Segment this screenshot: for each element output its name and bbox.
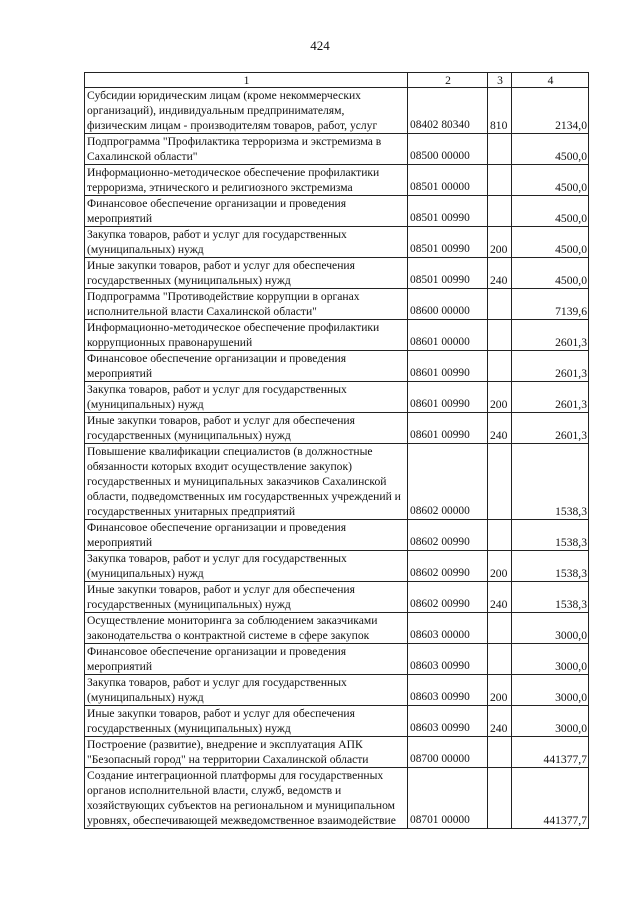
row-description: Закупка товаров, работ и услуг для государственных (муниципальных) нужд: [85, 382, 408, 413]
row-code: 08601 00990: [408, 351, 488, 382]
table-row: [85, 737, 589, 768]
row-amount: 4500,0: [512, 196, 589, 227]
row-description: Повышение квалификации специалистов (в должностные обязанности которых входит осуществление закупок) государственных и муниципальных заказчиков Сахалинской области, подведомственных им государственных учреждений и государственных унитарных предприятий: [85, 444, 408, 520]
row-description: Создание интеграционной платформы для государственных органов исполнительной власти, служб, ведомств и хозяйствующих субъектов на региональном и муниципальном уровнях, обеспечивающей межведомственное взаимодействие: [85, 768, 408, 829]
row-code: 08501 00990: [408, 227, 488, 258]
table-body: [85, 88, 589, 829]
row-amount: 441377,7: [512, 737, 589, 768]
row-expense-type: [488, 768, 512, 829]
table-row: [85, 258, 589, 289]
row-amount: 3000,0: [512, 613, 589, 644]
row-description: Осуществление мониторинга за соблюдением заказчиками законодательства о контрактной системе в сфере закупок: [85, 613, 408, 644]
table-row: [85, 768, 589, 829]
row-description: Финансовое обеспечение организации и проведения мероприятий: [85, 520, 408, 551]
row-description: Закупка товаров, работ и услуг для государственных (муниципальных) нужд: [85, 551, 408, 582]
row-code: 08601 00000: [408, 320, 488, 351]
row-expense-type: [488, 196, 512, 227]
table-row: [85, 613, 589, 644]
row-description: Иные закупки товаров, работ и услуг для обеспечения государственных (муниципальных) нужд: [85, 582, 408, 613]
row-code: 08602 00990: [408, 582, 488, 613]
row-expense-type: 810: [488, 88, 512, 134]
row-amount: 3000,0: [512, 644, 589, 675]
row-description: Финансовое обеспечение организации и проведения мероприятий: [85, 644, 408, 675]
table-row: [85, 88, 589, 134]
table-row: [85, 582, 589, 613]
row-code: 08601 00990: [408, 413, 488, 444]
row-amount: 3000,0: [512, 675, 589, 706]
row-description: Иные закупки товаров, работ и услуг для обеспечения государственных (муниципальных) нужд: [85, 413, 408, 444]
table-row: [85, 444, 589, 520]
row-amount: 1538,3: [512, 520, 589, 551]
row-amount: 2601,3: [512, 351, 589, 382]
table-row: [85, 551, 589, 582]
row-expense-type: [488, 351, 512, 382]
row-description: Информационно-методическое обеспечение профилактики терроризма, этнического и религиозного экстремизма: [85, 165, 408, 196]
row-description: Иные закупки товаров, работ и услуг для обеспечения государственных (муниципальных) нужд: [85, 258, 408, 289]
row-expense-type: 240: [488, 706, 512, 737]
row-description: Подпрограмма "Профилактика терроризма и экстремизма в Сахалинской области": [85, 134, 408, 165]
row-amount: 1538,3: [512, 551, 589, 582]
row-expense-type: 240: [488, 582, 512, 613]
row-amount: 3000,0: [512, 706, 589, 737]
row-expense-type: [488, 737, 512, 768]
row-expense-type: 200: [488, 227, 512, 258]
table-row: [85, 289, 589, 320]
row-amount: 2601,3: [512, 413, 589, 444]
row-description: Финансовое обеспечение организации и проведения мероприятий: [85, 196, 408, 227]
row-code: 08501 00990: [408, 258, 488, 289]
row-code: 08603 00000: [408, 613, 488, 644]
row-expense-type: [488, 644, 512, 675]
row-description: Финансовое обеспечение организации и проведения мероприятий: [85, 351, 408, 382]
column-header-4: 4: [512, 73, 589, 88]
row-expense-type: [488, 289, 512, 320]
column-header-2: 2: [408, 73, 488, 88]
row-code: 08700 00000: [408, 737, 488, 768]
row-expense-type: 240: [488, 413, 512, 444]
row-expense-type: [488, 165, 512, 196]
row-expense-type: [488, 613, 512, 644]
table-row: [85, 413, 589, 444]
table-row: [85, 706, 589, 737]
row-amount: 2134,0: [512, 88, 589, 134]
row-code: 08601 00990: [408, 382, 488, 413]
table-row: [85, 196, 589, 227]
row-expense-type: [488, 520, 512, 551]
table-row: [85, 382, 589, 413]
row-description: Подпрограмма "Противодействие коррупции в органах исполнительной власти Сахалинской области": [85, 289, 408, 320]
row-amount: 7139,6: [512, 289, 589, 320]
row-code: 08603 00990: [408, 644, 488, 675]
row-code: 08603 00990: [408, 675, 488, 706]
budget-table: [84, 72, 589, 829]
row-code: 08602 00990: [408, 520, 488, 551]
row-description: Закупка товаров, работ и услуг для государственных (муниципальных) нужд: [85, 227, 408, 258]
row-amount: 4500,0: [512, 134, 589, 165]
row-code: 08501 00000: [408, 165, 488, 196]
row-expense-type: 240: [488, 258, 512, 289]
row-amount: 2601,3: [512, 382, 589, 413]
row-code: 08602 00000: [408, 444, 488, 520]
row-amount: 2601,3: [512, 320, 589, 351]
table-row: [85, 675, 589, 706]
row-amount: 4500,0: [512, 258, 589, 289]
table-row: [85, 520, 589, 551]
table-row: [85, 134, 589, 165]
row-expense-type: [488, 320, 512, 351]
row-expense-type: [488, 134, 512, 165]
column-header-3: 3: [488, 73, 512, 88]
row-code: 08600 00000: [408, 289, 488, 320]
row-code: 08500 00000: [408, 134, 488, 165]
row-description: Построение (развитие), внедрение и эксплуатация АПК "Безопасный город" на территории Сахалинской области: [85, 737, 408, 768]
header-row: [85, 73, 589, 88]
table-row: [85, 351, 589, 382]
row-expense-type: [488, 444, 512, 520]
table-row: [85, 227, 589, 258]
row-description: Закупка товаров, работ и услуг для государственных (муниципальных) нужд: [85, 675, 408, 706]
row-expense-type: 200: [488, 551, 512, 582]
row-amount: 1538,3: [512, 582, 589, 613]
table-row: [85, 644, 589, 675]
row-code: 08602 00990: [408, 551, 488, 582]
row-expense-type: 200: [488, 382, 512, 413]
row-amount: 441377,7: [512, 768, 589, 829]
table-row: [85, 165, 589, 196]
row-amount: 1538,3: [512, 444, 589, 520]
row-amount: 4500,0: [512, 165, 589, 196]
column-header-1: 1: [85, 73, 408, 88]
row-code: 08701 00000: [408, 768, 488, 829]
row-expense-type: 200: [488, 675, 512, 706]
row-description: Информационно-методическое обеспечение профилактики коррупционных правонарушений: [85, 320, 408, 351]
row-code: 08402 80340: [408, 88, 488, 134]
table-row: [85, 320, 589, 351]
row-amount: 4500,0: [512, 227, 589, 258]
page-number: 424: [310, 38, 330, 53]
row-description: Иные закупки товаров, работ и услуг для обеспечения государственных (муниципальных) нужд: [85, 706, 408, 737]
row-code: 08603 00990: [408, 706, 488, 737]
row-description: Субсидии юридическим лицам (кроме некоммерческих организаций), индивидуальным предпринимателям, физическим лицам - производителям товаров, работ, услуг: [85, 88, 408, 134]
row-code: 08501 00990: [408, 196, 488, 227]
